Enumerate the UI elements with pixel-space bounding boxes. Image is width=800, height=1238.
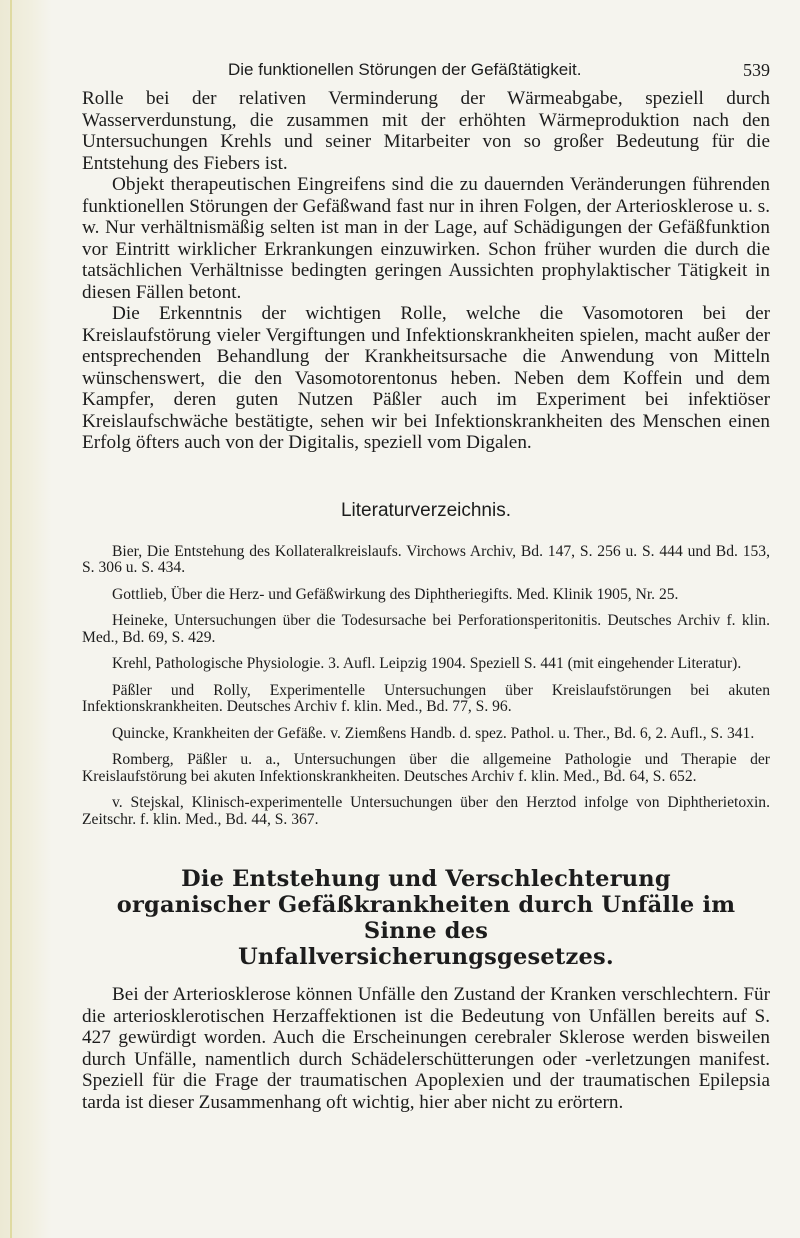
chapter-paragraph: Bei der Arteriosklerose können Unfälle den Zustand der Kranken verschlechtern. Für die arteriosklerotischen Herzaffektionen ist die Bedeutung von Unfällen bereits auf S. 427 gewürdigt worden. Auch die Erscheinungen cerebraler Sklerose werden bisweilen durch Unfälle, namentlich durch Schädelerschütterungen oder -verletzungen manifest. Speziell für die Frage der traumatischen Apoplexien und der traumatischen Epilepsia tarda ist dieser Zusammenhang oft wichtig, hier aber nicht zu erörtern. <box>82 984 770 1113</box>
reference-item: Bier, Die Entstehung des Kollateralkreislaufs. Virchows Archiv, Bd. 147, S. 256 u. S. 444 und Bd. 153, S. 306 u. S. 434. <box>82 542 770 576</box>
reference-item: Romberg, Päßler u. a., Untersuchungen über die allgemeine Pathologie und Therapie der Kreislaufstörung bei akuten Infektionskrankheiten. Deutsches Archiv f. klin. Med., Bd. 64, S. 652. <box>82 751 770 785</box>
reference-item: v. Stejskal, Klinisch-experimentelle Untersuchungen über den Herztod infolge von Diphtherietoxin. Zeitschr. f. klin. Med., Bd. 44, S. 367. <box>82 794 770 828</box>
book-page <box>82 56 770 1113</box>
paragraph-3: Die Erkenntnis der wichtigen Rolle, welche die Vasomotoren bei der Kreislaufstörung vieler Vergiftungen und Infektionskrankheiten spielen, macht außer der entsprechenden Behandlung der Krankheitsursache die Anwendung von Mitteln wünschenswert, die den Vasomotorentonus heben. Neben dem Koffein und dem Kampfer, deren guten Nutzen Päßler auch im Experiment bei infektiöser Kreislaufschwäche bestätigte, sehen wir bei Infektionskrankheiten des Menschen einen Erfolg öfters auch von der Digitalis, speziell vom Digalen. <box>82 303 770 453</box>
chapter-title <box>82 866 770 970</box>
running-head-title: Die funktionellen Störungen der Gefäßtätigkeit. <box>228 60 582 79</box>
page-gutter <box>0 0 52 1238</box>
reference-item: Heineke, Untersuchungen über die Todesursache bei Perforationsperitonitis. Deutsches Archiv f. klin. Med., Bd. 69, S. 429. <box>82 612 770 646</box>
reference-item: Päßler und Rolly, Experimentelle Untersuchungen über Kreislaufstörungen bei akuten Infektionskrankheiten. Deutsches Archiv f. klin. Med., Bd. 77, S. 96. <box>82 681 770 715</box>
paragraph-1: Rolle bei der relativen Verminderung der Wärmeabgabe, speziell durch Wasserverdunstung, die zusammen mit der erhöhten Wärmeproduktion nach den Untersuchungen Krehls und seiner Mitarbeiter von so großer Bedeutung für die Entstehung des Fiebers ist. <box>82 88 770 174</box>
reference-item: Quincke, Krankheiten der Gefäße. v. Ziemßens Handb. d. spez. Pathol. u. Ther., Bd. 6, 2. Aufl., S. 341. <box>112 724 755 742</box>
main-text <box>82 88 770 454</box>
reference-item: Gottlieb, Über die Herz- und Gefäßwirkung des Diphtheriegifts. Med. Klinik 1905, Nr. 25. <box>112 585 679 603</box>
chapter-title-line-1: Die Entstehung und Verschlechterung <box>181 866 671 892</box>
running-head <box>82 56 770 82</box>
page-number: 539 <box>743 60 770 80</box>
reference-item: Krehl, Pathologische Physiologie. 3. Aufl. Leipzig 1904. Speziell S. 441 (mit eingehender Literatur). <box>112 655 742 672</box>
chapter-title-line-3: Unfallversicherungsgesetzes. <box>238 944 614 970</box>
literature-heading: Literaturverzeichnis. <box>340 499 512 521</box>
binding-edge <box>10 0 12 1238</box>
reference-list <box>82 544 770 829</box>
paragraph-2: Objekt therapeutischen Eingreifens sind die zu dauernden Veränderungen führenden funktionellen Störungen der Gefäßwand fast nur in ihren Folgen, der Arteriosklerose u. s. w. Nur verhältnismäßig selten ist man in der Lage, auf Schädigungen der Gefäßfunktion vor Eintritt wirklicher Erkrankungen einzuwirken. Schon früher wurden die durch die tatsächlichen Verhältnisse bedingten geringen Aussichten prophylaktischer Tätigkeit in diesen Fällen betont. <box>82 174 770 303</box>
chapter-title-line-2: organischer Gefäßkrankheiten durch Unfälle im Sinne des <box>116 892 736 944</box>
